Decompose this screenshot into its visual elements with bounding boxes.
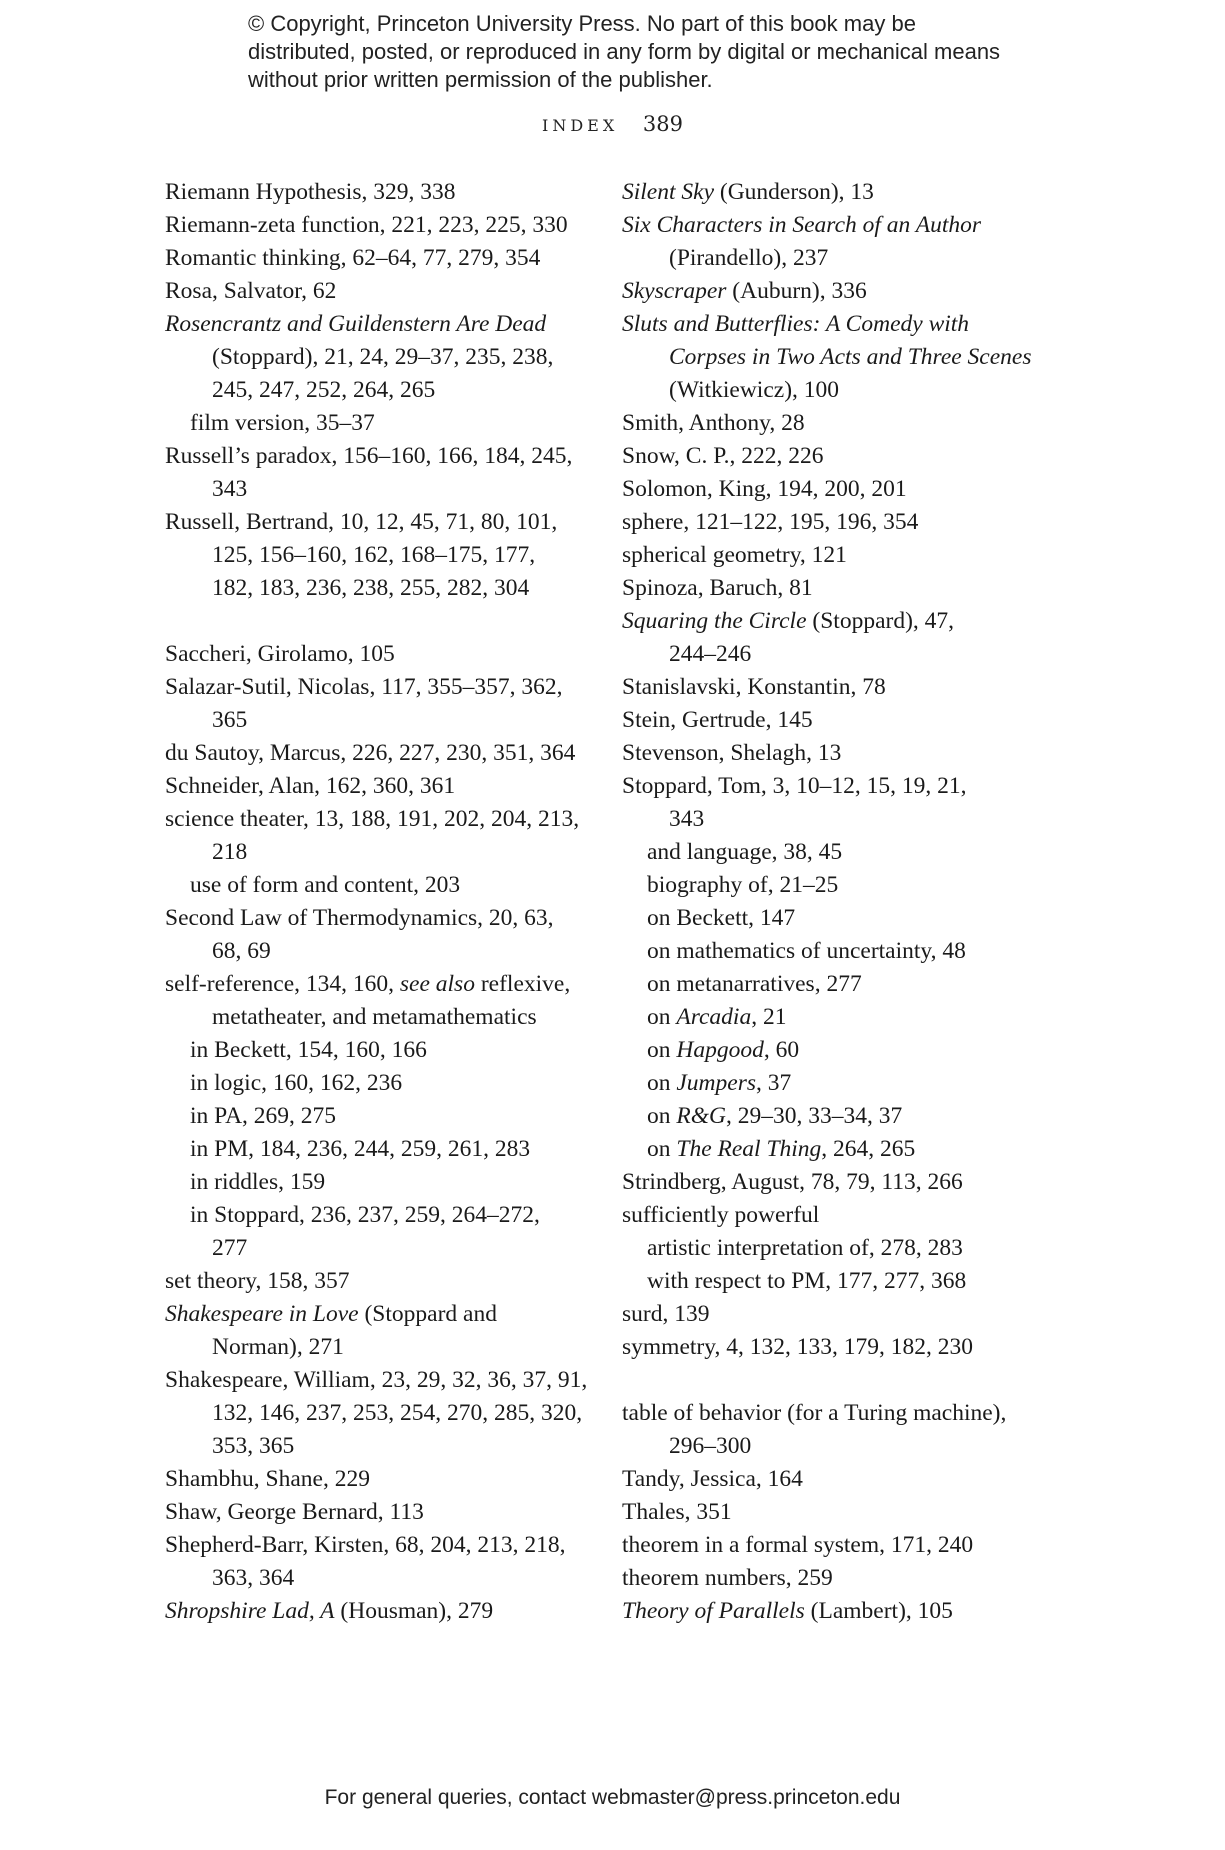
index-entry-continuation: [622, 341, 1092, 374]
index-entry-continuation: 182, 183, 236, 238, 255, 282, 304: [212, 575, 530, 601]
entry-text: (Auburn), 336: [726, 278, 867, 304]
index-subentry: in Beckett, 154, 160, 166: [190, 1037, 427, 1063]
work-title: Shropshire Lad, A: [165, 1598, 335, 1624]
index-entry-continuation: (Stoppard), 21, 24, 29–37, 235, 238,: [212, 344, 554, 370]
index-subentry: in riddles, 159: [190, 1169, 326, 1195]
index-entry: Shepherd-Barr, Kirsten, 68, 204, 213, 218,: [165, 1532, 566, 1558]
entry-text: , 21: [751, 1004, 787, 1030]
index-entry: [622, 308, 1092, 341]
index-entry-continuation: 218: [212, 839, 248, 865]
index-entry: Riemann Hypothesis, 329, 338: [165, 179, 456, 205]
index-subentry: artistic interpretation of, 278, 283: [647, 1235, 963, 1261]
index-subentry: [622, 1133, 1092, 1166]
entry-text: on: [647, 1136, 677, 1162]
copyright-notice: © Copyright, Princeton University Press. No part of this book may be distributed, posted, or reproduced in any form by digital or mechanical means without prior written permission of the publisher.: [248, 11, 1001, 92]
index-entry-continuation: metatheater, and metamathematics: [212, 1004, 537, 1030]
index-entry-continuation: 365: [212, 707, 248, 733]
work-title: Jumpers: [676, 1070, 756, 1096]
index-subentry: on metanarratives, 277: [647, 971, 862, 997]
index-entry: table of behavior (for a Turing machine),: [622, 1400, 1007, 1426]
index-subentry: in PM, 184, 236, 244, 259, 261, 283: [190, 1136, 531, 1162]
work-title: Shakespeare in Love: [165, 1301, 359, 1327]
entry-text: reflexive,: [474, 971, 571, 997]
work-title: Silent Sky: [622, 179, 715, 205]
index-entry: [165, 968, 585, 1001]
entry-text: , 29–30, 33–34, 37: [725, 1103, 903, 1129]
index-entry: sufficiently powerful: [622, 1202, 820, 1228]
index-entry: [622, 275, 1092, 308]
work-title: Corpses in Two Acts and Three Scenes: [669, 344, 1032, 370]
letter-group-gap: [622, 1364, 1092, 1397]
index-entry-continuation: (Witkiewicz), 100: [669, 377, 840, 403]
index-entry-continuation: 277: [212, 1235, 248, 1261]
index-entry: Snow, C. P., 222, 226: [622, 443, 824, 469]
work-title: R&G: [676, 1103, 726, 1129]
index-entry: Saccheri, Girolamo, 105: [165, 641, 395, 667]
index-entry: [165, 308, 585, 341]
running-head: [0, 112, 1225, 136]
index-entry: Solomon, King, 194, 200, 201: [622, 476, 907, 502]
entry-text: on: [647, 1004, 677, 1030]
index-subentry: on Beckett, 147: [647, 905, 796, 931]
footer-contact: For general queries, contact webmaster@press.princeton.edu: [324, 1786, 901, 1809]
page-number: 389: [642, 112, 683, 136]
index-entry: theorem numbers, 259: [622, 1565, 833, 1591]
index-entry: Russell, Bertrand, 10, 12, 45, 71, 80, 101,: [165, 509, 558, 535]
index-subentry: [622, 1067, 1092, 1100]
index-subentry: with respect to PM, 177, 277, 368: [647, 1268, 967, 1294]
work-title: Theory of Parallels: [622, 1598, 805, 1624]
index-entry: Stoppard, Tom, 3, 10–12, 15, 19, 21,: [622, 773, 967, 799]
index-entry: Salazar-Sutil, Nicolas, 117, 355–357, 362,: [165, 674, 563, 700]
work-title: Hapgood: [676, 1037, 764, 1063]
index-entry: Tandy, Jessica, 164: [622, 1466, 803, 1492]
index-entry-continuation: Norman), 271: [212, 1334, 344, 1360]
index-subentry: film version, 35–37: [190, 410, 375, 436]
index-entry: surd, 139: [622, 1301, 710, 1327]
index-subentry: use of form and content, 203: [190, 872, 461, 898]
work-title: Squaring the Circle: [622, 608, 807, 634]
index-entry-continuation: 343: [212, 476, 248, 502]
index-entry: Shaw, George Bernard, 113: [165, 1499, 424, 1525]
index-entry: [165, 1595, 585, 1628]
index-subentry: [622, 1100, 1092, 1133]
index-subentry: [622, 1001, 1092, 1034]
index-entry-continuation: 125, 156–160, 162, 168–175, 177,: [212, 542, 536, 568]
work-title: Arcadia: [676, 1004, 752, 1030]
index-entry: [622, 176, 1092, 209]
index-entry: sphere, 121–122, 195, 196, 354: [622, 509, 919, 535]
letter-group-gap: [165, 605, 585, 638]
work-title: Rosencrantz and Guildenstern Are Dead: [165, 311, 547, 337]
running-head-label: INDEX: [542, 116, 619, 135]
index-entry: Russell’s paradox, 156–160, 166, 184, 245,: [165, 443, 573, 469]
index-entry-continuation: 343: [669, 806, 705, 832]
index-entry: Spinoza, Baruch, 81: [622, 575, 813, 601]
index-column-left: [165, 176, 588, 1628]
index-entry-continuation: (Pirandello), 237: [669, 245, 829, 271]
work-title: Skyscraper: [622, 278, 727, 304]
entry-text: (Stoppard), 47,: [806, 608, 955, 634]
index-entry-continuation: 132, 146, 237, 253, 254, 270, 285, 320,: [212, 1400, 583, 1426]
index-entry: [622, 1595, 1092, 1628]
index-entry: Second Law of Thermodynamics, 20, 63,: [165, 905, 554, 931]
index-entry: Shambhu, Shane, 229: [165, 1466, 370, 1492]
index-entry: [622, 605, 1092, 638]
entry-text: (Housman), 279: [334, 1598, 494, 1624]
index-entry-continuation: 245, 247, 252, 264, 265: [212, 377, 436, 403]
index-entry: Stevenson, Shelagh, 13: [622, 740, 842, 766]
index-entry: Stein, Gertrude, 145: [622, 707, 813, 733]
entry-text: on: [647, 1037, 677, 1063]
index-entry: Stanislavski, Konstantin, 78: [622, 674, 886, 700]
index-entry: Shakespeare, William, 23, 29, 32, 36, 37, 91,: [165, 1367, 588, 1393]
entry-text: , 264, 265: [821, 1136, 916, 1162]
index-subentry: biography of, 21–25: [647, 872, 839, 898]
entry-text: on: [647, 1103, 677, 1129]
entry-text: , 60: [763, 1037, 800, 1063]
work-title: Six Characters in Search of an Author: [622, 212, 982, 238]
index-entry: [165, 1298, 585, 1331]
see-also: see also: [399, 971, 475, 997]
work-title: Sluts and Butterflies: A Comedy with: [622, 311, 970, 337]
index-entry: du Sautoy, Marcus, 226, 227, 230, 351, 364: [165, 740, 576, 766]
work-title: The Real Thing: [676, 1136, 822, 1162]
index-subentry: [622, 1034, 1092, 1067]
index-subentry: in Stoppard, 236, 237, 259, 264–272,: [190, 1202, 540, 1228]
index-subentry: in PA, 269, 275: [190, 1103, 337, 1129]
index-subentry: on mathematics of uncertainty, 48: [647, 938, 966, 964]
entry-text: , 37: [756, 1070, 792, 1096]
index-entry: Romantic thinking, 62–64, 77, 279, 354: [165, 245, 541, 271]
index-column-right: [622, 176, 1092, 1628]
entry-text: on: [647, 1070, 677, 1096]
entry-text: (Stoppard and: [358, 1301, 497, 1327]
index-entry-continuation: 363, 364: [212, 1565, 295, 1591]
index-entry-continuation: 244–246: [669, 641, 752, 667]
entry-text: (Lambert), 105: [804, 1598, 953, 1624]
index-entry: set theory, 158, 357: [165, 1268, 350, 1294]
entry-text: (Gunderson), 13: [714, 179, 874, 205]
index-entry: Thales, 351: [622, 1499, 732, 1525]
index-entry: Riemann-zeta function, 221, 223, 225, 330: [165, 212, 568, 238]
index-entry: [622, 209, 1092, 242]
index-entry-continuation: 68, 69: [212, 938, 271, 964]
index-entry: science theater, 13, 188, 191, 202, 204, 213,: [165, 806, 580, 832]
index-entry: spherical geometry, 121: [622, 542, 847, 568]
index-entry-continuation: 296–300: [669, 1433, 752, 1459]
index-entry-continuation: 353, 365: [212, 1433, 295, 1459]
index-entry: Strindberg, August, 78, 79, 113, 266: [622, 1169, 963, 1195]
index-entry: theorem in a formal system, 171, 240: [622, 1532, 974, 1558]
index-entry: Rosa, Salvator, 62: [165, 278, 337, 304]
index-entry: Smith, Anthony, 28: [622, 410, 805, 436]
index-subentry: and language, 38, 45: [647, 839, 843, 865]
entry-text: self-reference, 134, 160,: [165, 971, 400, 997]
index-entry: symmetry, 4, 132, 133, 179, 182, 230: [622, 1334, 973, 1360]
index-subentry: in logic, 160, 162, 236: [190, 1070, 403, 1096]
index-entry: Schneider, Alan, 162, 360, 361: [165, 773, 456, 799]
